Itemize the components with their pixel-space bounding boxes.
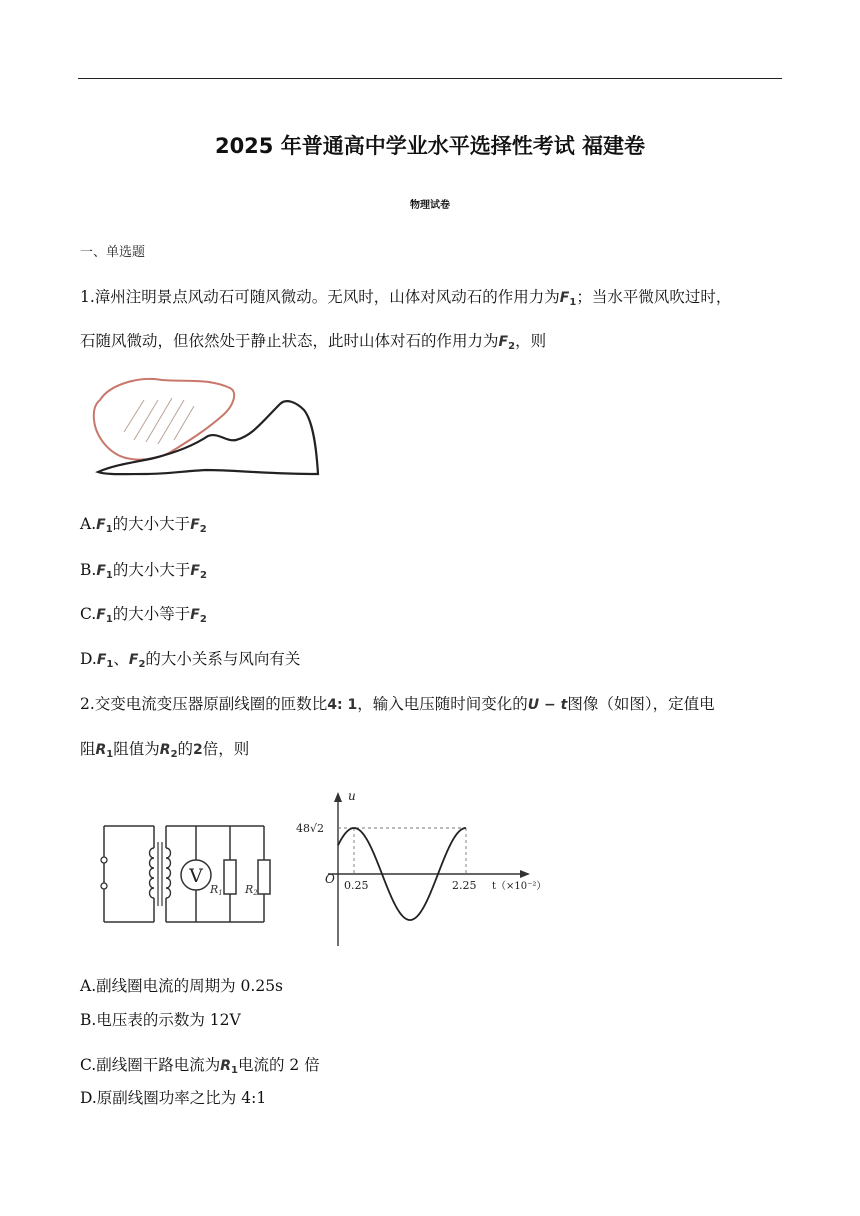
symbol-f1: $F_1$	[559, 290, 577, 308]
r1-label: R1	[210, 883, 223, 897]
q1-option-b[interactable]: $B.F_1$的大小大于$F_2$	[80, 561, 207, 581]
symbol-f2: $F_2$	[190, 563, 207, 581]
x-axis-arrow	[520, 870, 530, 878]
transformer-circuit	[96, 818, 274, 930]
q1-stem-line1: 1.漳州注明景点风动石可随风微动。无风时，山体对风动石的作用力为$F_1$；当水平微风吹过时，	[80, 288, 732, 308]
x-tick-0-25: 0.25	[344, 879, 369, 892]
exam-title: 2025 年普通高中学业水平选择性考试 福建卷	[214, 134, 646, 158]
symbol-r2: $R_2$	[159, 742, 178, 760]
symbol-f2: $F_2$	[128, 652, 146, 670]
symbol-f1: $F_1$	[96, 607, 113, 625]
q2-stem-line1: 2.交变电流变压器原副线圈的匝数比4: 1，输入电压随时间变化的U − t图像（如图），定值电	[80, 695, 715, 713]
y-tick-peak: 48√2	[296, 822, 325, 835]
q2-option-a[interactable]: A.副线圈电流的周期为 0.25s	[80, 977, 284, 995]
header-rule	[78, 78, 782, 79]
symbol-f2: $F_2$	[190, 607, 207, 625]
q2-option-b[interactable]: B.电压表的示数为 12V	[80, 1011, 241, 1029]
symbol-f1: $F_1$	[96, 563, 113, 581]
symbol-r1: $R_1$	[220, 1058, 238, 1076]
rock-shape	[94, 379, 234, 460]
y-axis-label: u	[348, 789, 356, 803]
secondary-coil	[166, 848, 171, 898]
x-axis-label: t（×10⁻²）	[492, 881, 547, 892]
symbol-r1: $R_1$	[95, 742, 114, 760]
factor-two: 2	[193, 742, 203, 758]
q1-stem-line2: 石随风微动，但依然处于静止状态，此时山体对石的作用力为$F_2$，则	[80, 332, 547, 352]
q1-option-d[interactable]: $D.F_1$、$F_2$的大小关系与风向有关	[80, 650, 301, 670]
voltmeter	[181, 860, 211, 890]
y-axis-arrow	[334, 792, 342, 802]
symbol-f1: $F_1$	[96, 517, 113, 535]
section-heading: 一、单选题	[80, 245, 146, 260]
wind-rock-figure	[86, 370, 326, 482]
resistor-r2	[258, 860, 270, 894]
turns-ratio: 4: 1	[327, 697, 358, 713]
symbol-u-t: U − t	[527, 697, 568, 713]
r2-label: R2	[245, 883, 258, 897]
resistor-r1	[224, 860, 236, 894]
symbol-f1: $F_1$	[96, 652, 114, 670]
primary-coil	[150, 848, 155, 898]
q1-option-a[interactable]: $A.F_1$的大小大于$F_2$	[80, 515, 207, 535]
q2-stem-line2: 阻$R_1$阻值为$R_2$的2倍，则	[80, 740, 250, 760]
q2-option-d[interactable]: D.原副线圈功率之比为 4:1	[80, 1089, 267, 1107]
origin-label: O	[325, 872, 335, 886]
exam-subtitle: 物理试卷	[410, 200, 450, 211]
voltmeter-label: V	[189, 865, 203, 887]
symbol-f2: $F_2$	[498, 334, 516, 352]
x-tick-2-25: 2.25	[452, 879, 477, 892]
mountain-outline	[98, 401, 318, 474]
voltage-time-graph	[292, 786, 560, 952]
q1-option-c[interactable]: $C.F_1$的大小等于$F_2$	[80, 605, 207, 625]
symbol-f2: $F_2$	[190, 517, 207, 535]
q2-option-c[interactable]: C.副线圈干路电流为$R_1$电流的 2 倍	[80, 1056, 320, 1076]
